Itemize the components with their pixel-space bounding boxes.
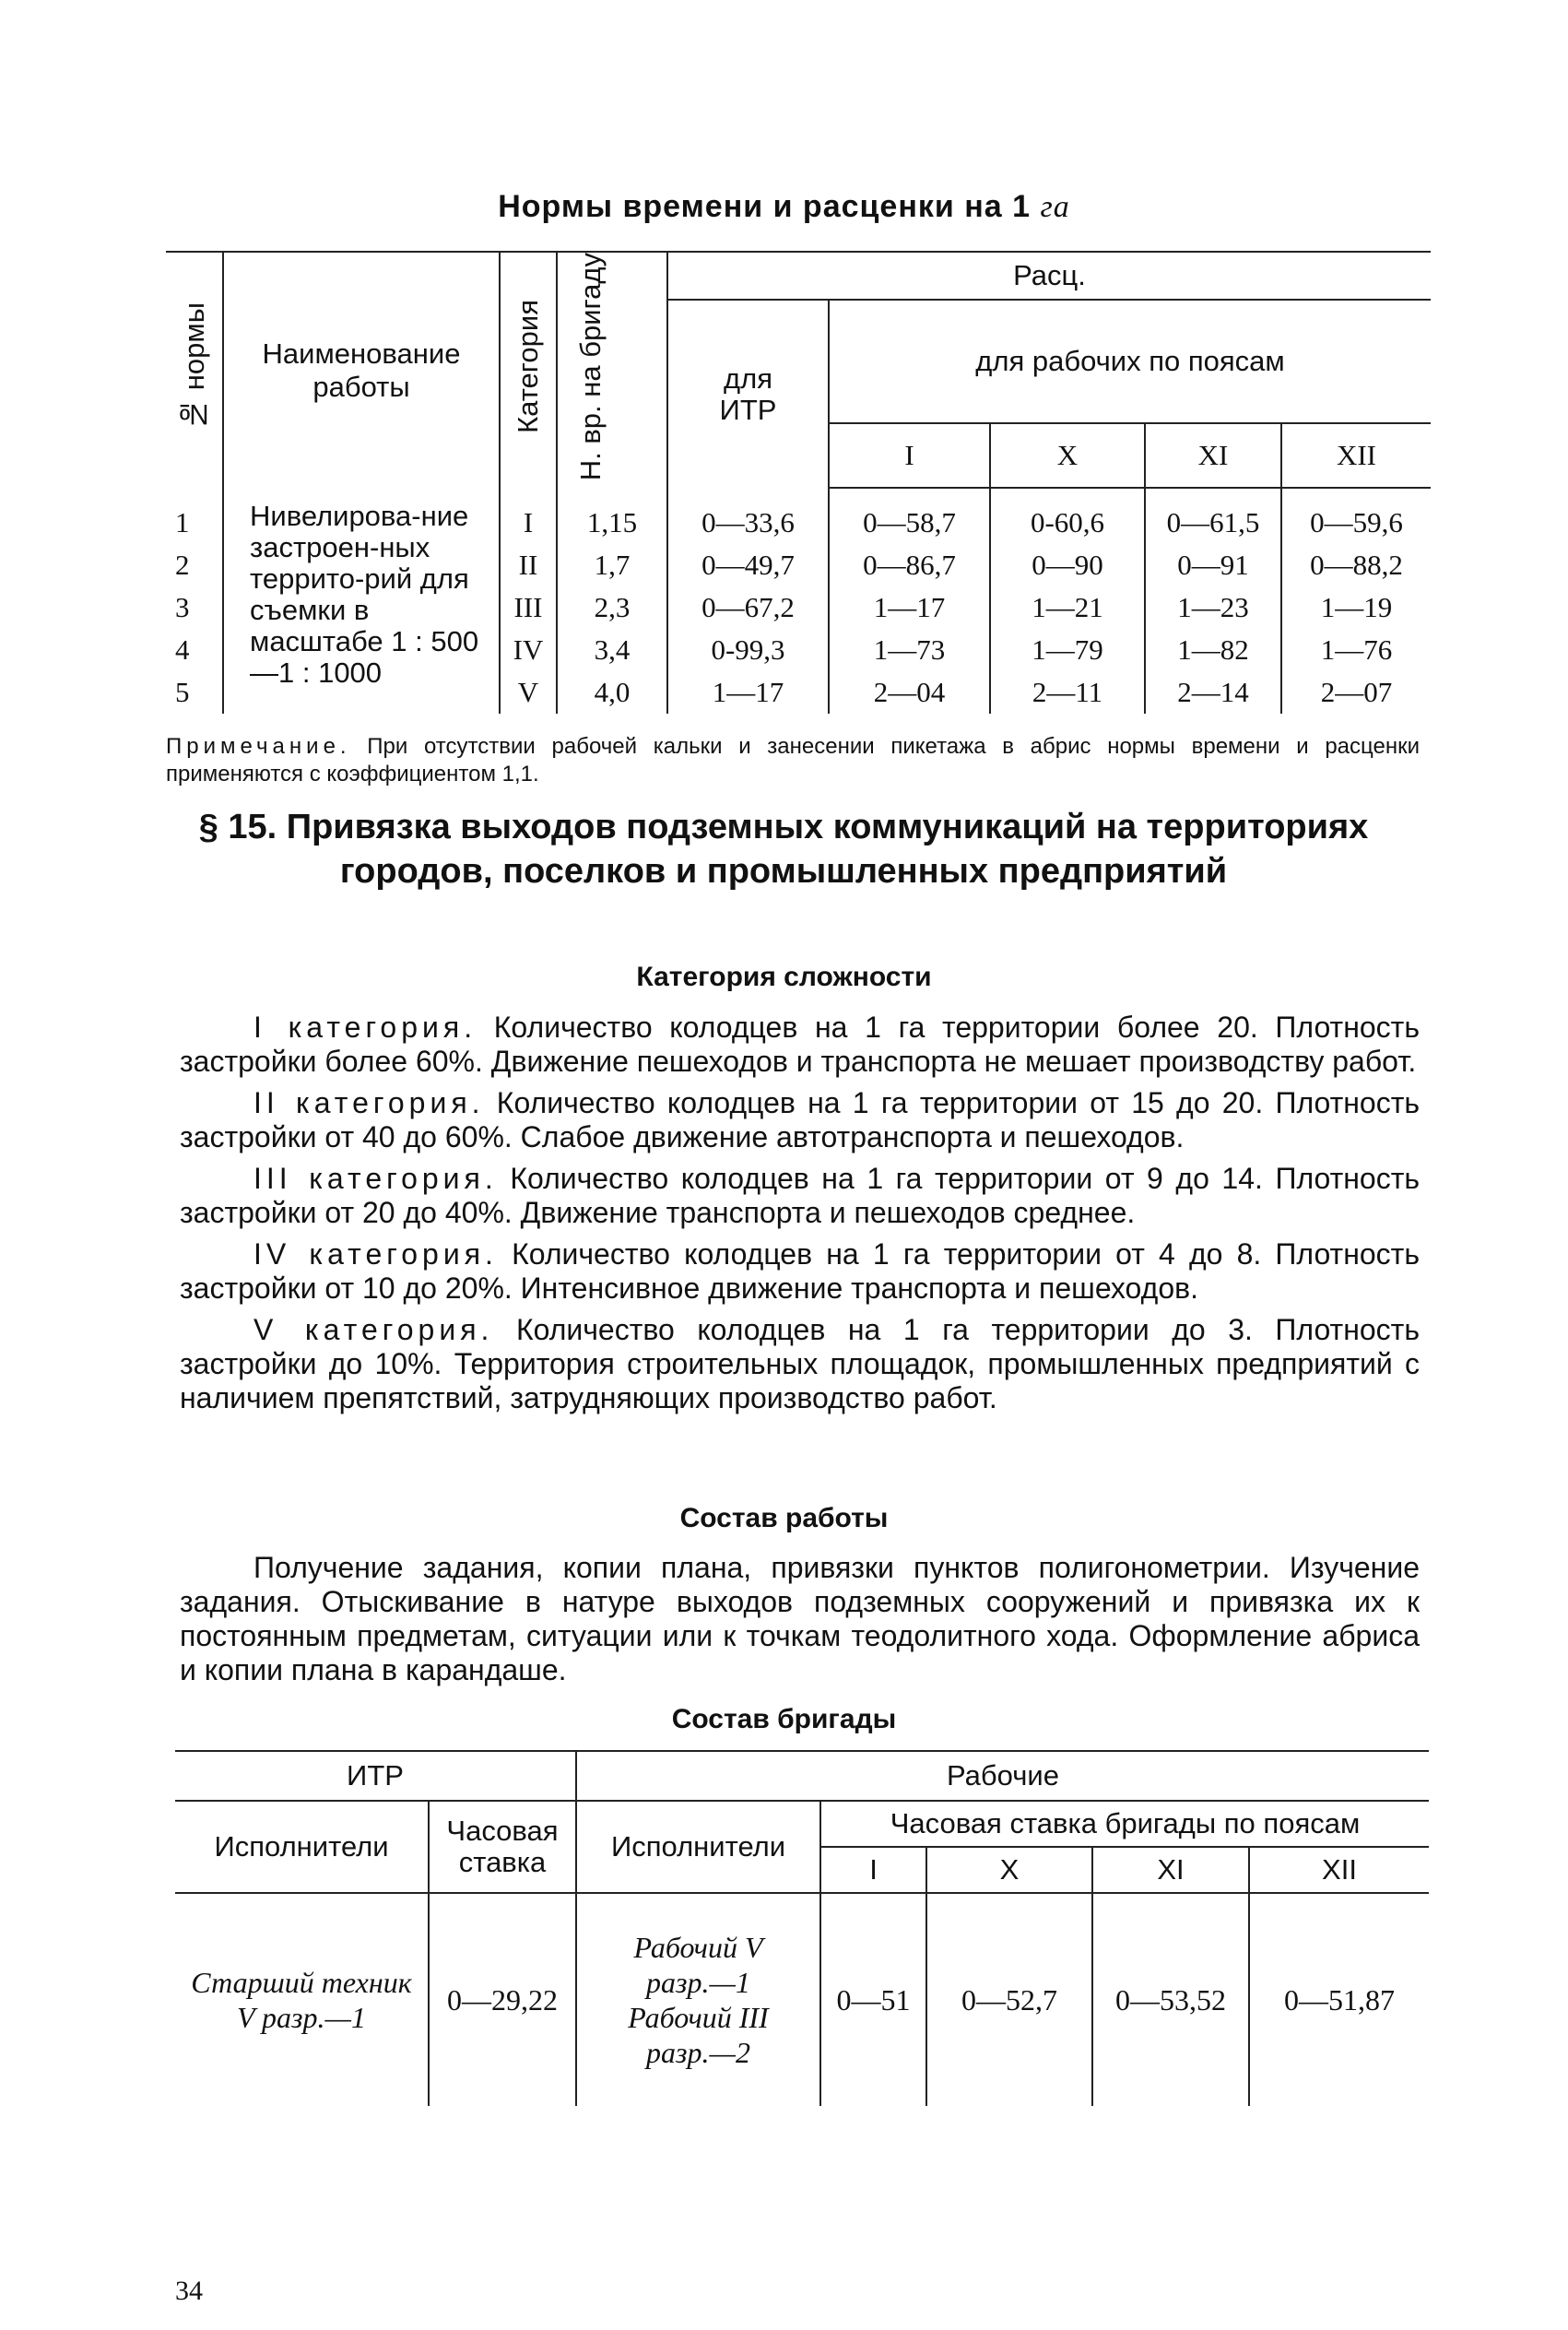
row-category: III	[500, 586, 557, 629]
worker-performers: Рабочий V разр.—1 Рабочий III разр.—2	[576, 1893, 820, 2106]
row-category: I	[500, 488, 557, 544]
itr-rate: 0—29,22	[429, 1893, 576, 2106]
header-zone-4: XII	[1249, 1847, 1429, 1893]
header-workers: Рабочие	[576, 1751, 1429, 1801]
norms-table	[166, 251, 1431, 714]
row-zone-3: 1—82	[1145, 629, 1281, 671]
row-zone-1: 0—58,7	[829, 488, 990, 544]
row-num: 5	[175, 676, 190, 709]
row-itr: 1—17	[667, 671, 829, 714]
work-name-cell: Нивелирова-ние застроен-ных террито-рий для съемки в масштабе 1 : 500—1 : 1000	[223, 488, 500, 714]
header-zone-3: XI	[1145, 423, 1281, 488]
row-num: 1	[175, 505, 190, 538]
row-time: 3,4	[557, 629, 667, 671]
work-paragraph: Получение задания, копии плана, привязки пунктов полигонометрии. Изучение задания. Отыскивание в натуре выходов подземных сооружений и привязка их к постоянным предметам, ситуации или к точкам теодолитного хода. Оформление абриса и копии плана в карандаше.	[180, 1551, 1420, 1686]
row-zone-3: 0—91	[1145, 544, 1281, 586]
category-paragraph: IV категория. Количество колодцев на 1 га территории от 4 до 8. Плотность застройки от 10 до 20%. Интенсивное движение транспорта и пешеходов.	[180, 1237, 1421, 1305]
row-category: IV	[500, 629, 557, 671]
header-hourly-zones: Часовая ставка бригады по поясам	[820, 1801, 1429, 1847]
header-zone-1: I	[829, 423, 990, 488]
header-zone-4: XII	[1281, 423, 1431, 488]
header-worker-performers: Исполнители	[576, 1801, 820, 1893]
row-zone-3: 1—23	[1145, 586, 1281, 629]
row-zone-4: 2—07	[1281, 671, 1431, 714]
zone-rate-3: 0—53,52	[1092, 1893, 1249, 2106]
header-rates: Расц.	[667, 252, 1431, 300]
row-itr: 0—49,7	[667, 544, 829, 586]
row-time: 4,0	[557, 671, 667, 714]
row-zone-4: 1—76	[1281, 629, 1431, 671]
category-paragraph: II категория. Количество колодцев на 1 га территории от 15 до 20. Плотность застройки от 40 до 60%. Слабое движение автотранспорта и пешеходов.	[180, 1086, 1421, 1153]
row-category: II	[500, 544, 557, 586]
row-zone-3: 2—14	[1145, 671, 1281, 714]
zone-rate-2: 0—52,7	[926, 1893, 1092, 2106]
header-zone-2: X	[990, 423, 1145, 488]
row-itr: 0—33,6	[667, 488, 829, 544]
row-zone-2: 1—79	[990, 629, 1145, 671]
page-number: 34	[175, 2276, 203, 2306]
row-time: 1,7	[557, 544, 667, 586]
row-num: 2	[175, 549, 190, 582]
header-name: Наименование работы	[223, 252, 500, 488]
header-itr-hourly: Часовая ставка	[429, 1801, 576, 1893]
header-category: Категория	[500, 252, 557, 488]
row-zone-2: 0—90	[990, 544, 1145, 586]
note-label: Примечание.	[166, 734, 351, 759]
work-text	[180, 1551, 1420, 1687]
section-title: § 15. Привязка выходов подземных коммуникаций на территориях городов, поселков и промышленных предприятий	[198, 808, 1369, 891]
header-workers: для рабочих по поясам	[829, 300, 1431, 423]
header-itr-performers: Исполнители	[175, 1801, 429, 1893]
row-zone-2: 2—11	[990, 671, 1145, 714]
row-num: 3	[175, 591, 190, 624]
zone-rate-4: 0—51,87	[1249, 1893, 1429, 2106]
row-category: V	[500, 671, 557, 714]
category-paragraph: III категория. Количество колодцев на 1 га территории от 9 до 14. Плотность застройки от 20 до 40%. Движение транспорта и пешеходов среднее.	[180, 1162, 1421, 1229]
row-zone-4: 0—88,2	[1281, 544, 1431, 586]
row-zone-2: 1—21	[990, 586, 1145, 629]
row-time: 1,15	[557, 488, 667, 544]
header-time-norm: Н. вр. на бригаду	[557, 252, 667, 488]
table-row	[166, 488, 1431, 544]
row-zone-4: 0—59,6	[1281, 488, 1431, 544]
header-num: № нормы	[166, 252, 223, 488]
row-zone-4: 1—19	[1281, 586, 1431, 629]
row-itr: 0—67,2	[667, 586, 829, 629]
category-paragraph: V категория. Количество колодцев на 1 га территории до 3. Плотность застройки до 10%. Территория строительных площадок, промышленных предприятий с наличием препятствий, затрудняющих производство работ.	[180, 1313, 1421, 1414]
table-row	[175, 1893, 1429, 2106]
table-title-text: Нормы времени и расценки на 1	[498, 189, 1032, 224]
header-zone-3: XI	[1092, 1847, 1249, 1893]
categories-text	[180, 1011, 1420, 1415]
header-zone-1: I	[820, 1847, 926, 1893]
table-title	[0, 189, 1568, 225]
row-zone-2: 0-60,6	[990, 488, 1145, 544]
brigade-heading: Состав бригады	[671, 1704, 897, 1734]
row-zone-1: 1—17	[829, 586, 990, 629]
row-num: 4	[175, 633, 190, 667]
row-time: 2,3	[557, 586, 667, 629]
zone-rate-1: 0—51	[820, 1893, 926, 2106]
header-itr: ИТР	[175, 1751, 576, 1801]
table-title-unit: га	[1040, 190, 1070, 224]
header-zone-2: X	[926, 1847, 1092, 1893]
row-zone-1: 0—86,7	[829, 544, 990, 586]
work-heading: Состав работы	[679, 1503, 889, 1533]
row-zone-3: 0—61,5	[1145, 488, 1281, 544]
row-zone-1: 1—73	[829, 629, 990, 671]
note-text: При отсутствии рабочей кальки и занесении пикетажа в абрис нормы времени и расценки применяются с коэффициентом 1,1.	[166, 734, 1421, 787]
row-itr: 0-99,3	[667, 629, 829, 671]
itr-performer: Старший техник V разр.—1	[191, 1966, 412, 2034]
brigade-table	[175, 1750, 1429, 2106]
complexity-heading: Категория сложности	[636, 962, 932, 992]
table-note	[166, 733, 1420, 788]
category-paragraph: I категория. Количество колодцев на 1 га территории более 20. Плотность застройки более 60%. Движение пешеходов и транспорта не мешает производству работ.	[180, 1011, 1420, 1078]
row-zone-1: 2—04	[829, 671, 990, 714]
header-itr: для ИТР	[667, 300, 829, 488]
